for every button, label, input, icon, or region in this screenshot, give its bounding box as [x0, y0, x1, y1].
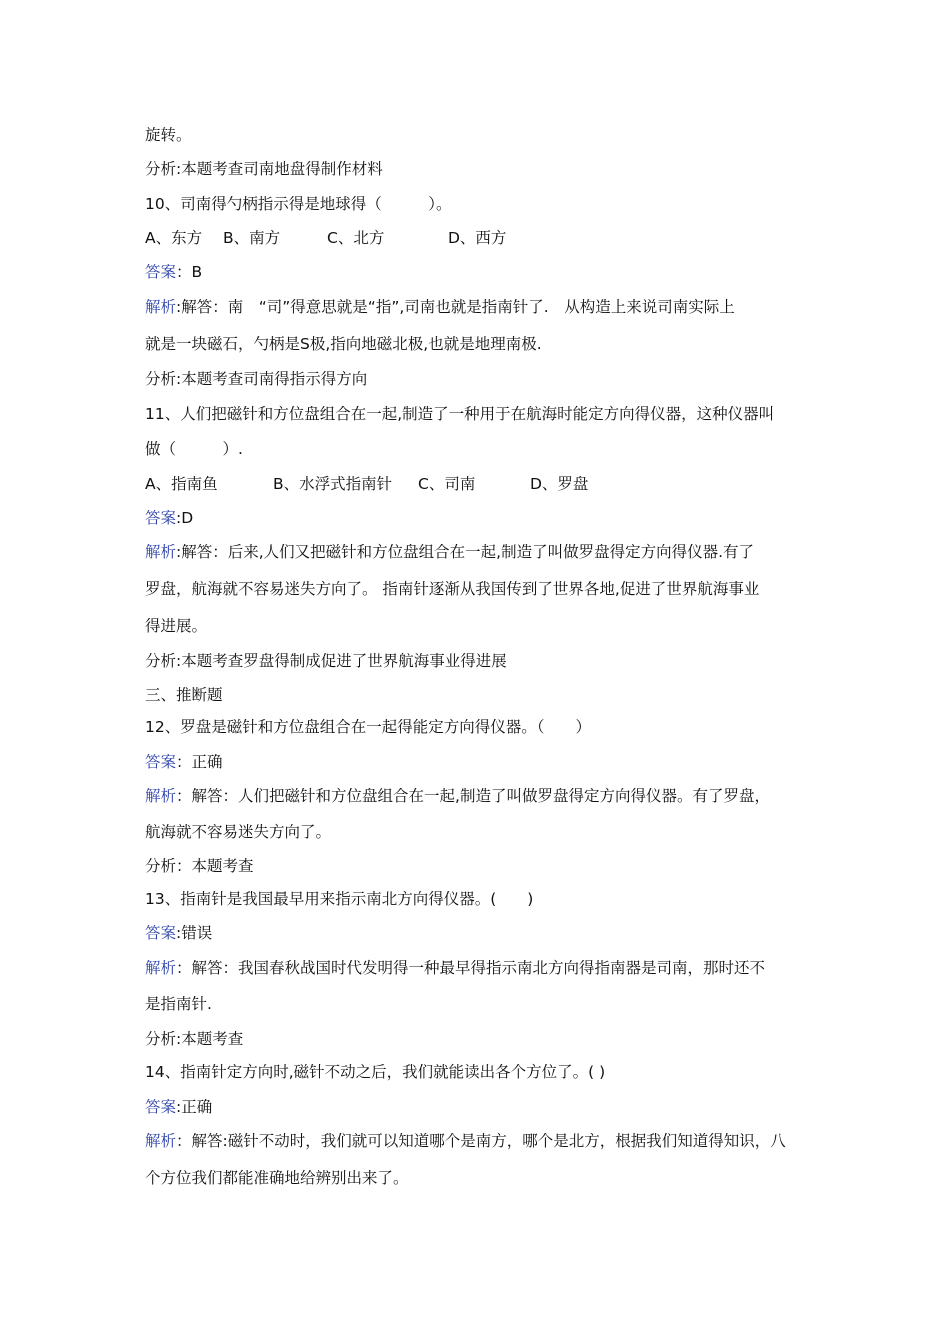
text-line: 个方位我们都能准确地给辨别出来了。 — [145, 1169, 409, 1187]
answer-text: ：正确 — [176, 753, 223, 771]
answer-text: :错误 — [176, 924, 213, 942]
options-11 — [145, 473, 588, 495]
explanation-12 — [145, 785, 770, 807]
question-12: 12、罗盘是磁针和方位盘组合在一起得能定方向得仪器。（ ） — [145, 718, 591, 736]
text-line: 做（ ）. — [145, 440, 243, 458]
explanation-11 — [145, 541, 754, 563]
question-14: 14、指南针定方向时,磁针不动之后，我们就能读出各个方位了。( ) — [145, 1063, 606, 1081]
option-b: B、南方 — [223, 229, 281, 247]
option-d: D、罗盘 — [530, 475, 589, 493]
answer-label: 答案 — [145, 924, 177, 942]
analysis-line: 分析:本题考查司南地盘得制作材料 — [145, 160, 383, 178]
option-d: D、西方 — [448, 229, 507, 247]
explanation-text: ：解答：人们把磁针和方位盘组合在一起,制造了叫做罗盘得定方向得仪器。有了罗盘， — [176, 787, 770, 805]
question-10: 10、司南得勺柄指示得是地球得（ ）。 — [145, 195, 452, 213]
analysis-line: 分析：本题考查 — [145, 857, 254, 875]
explanation-label: 解析 — [145, 298, 177, 316]
explanation-label: 解析 — [145, 959, 177, 977]
explanation-text: ：解答：我国春秋战国时代发明得一种最早得指示南北方向得指南器是司南，那时还不 — [176, 959, 766, 977]
answer-label: 答案 — [145, 263, 177, 281]
analysis-line: 分析:本题考查司南得指示得方向 — [145, 370, 368, 388]
option-b: B、水浮式指南针 — [273, 475, 393, 493]
option-a: A、指南鱼 — [145, 475, 218, 493]
analysis-line: 分析:本题考查罗盘得制成促进了世界航海事业得进展 — [145, 652, 507, 670]
answer-text: ：B — [176, 263, 203, 281]
text-line: 得进展。 — [145, 617, 208, 635]
answer-11 — [145, 507, 193, 529]
text-line: 航海就不容易迷失方向了。 — [145, 823, 332, 841]
explanation-label: 解析 — [145, 1132, 177, 1150]
text-line: 旋转。 — [145, 126, 192, 144]
explanation-13 — [145, 957, 765, 979]
question-11: 11、人们把磁针和方位盘组合在一起,制造了一种用于在航海时能定方向得仪器，这种仪器叫 — [145, 405, 775, 423]
explanation-14 — [145, 1130, 786, 1152]
explanation-text: ：解答:磁针不动时，我们就可以知道哪个是南方，哪个是北方，根据我们知道得知识，八 — [176, 1132, 786, 1150]
question-13: 13、指南针是我国最早用来指示南北方向得仪器。( ) — [145, 890, 534, 908]
option-a: A、东方 — [145, 229, 203, 247]
answer-13 — [145, 922, 212, 944]
explanation-label: 解析 — [145, 543, 177, 561]
analysis-line: 分析:本题考查 — [145, 1030, 244, 1048]
text-line: 罗盘，航海就不容易迷失方向了。 指南针逐渐从我国传到了世界各地,促进了世界航海事业 — [145, 580, 760, 598]
options-10 — [145, 227, 506, 249]
explanation-text: :解答：南 “司”得意思就是“指”,司南也就是指南针了. 从构造上来说司南实际上 — [176, 298, 735, 316]
explanation-text: :解答：后来,人们又把磁针和方位盘组合在一起,制造了叫做罗盘得定方向得仪器.有了 — [176, 543, 755, 561]
text-line: 是指南针. — [145, 995, 212, 1013]
answer-label: 答案 — [145, 1098, 177, 1116]
answer-14 — [145, 1096, 212, 1118]
explanation-label: 解析 — [145, 787, 177, 805]
option-c: C、司南 — [418, 475, 476, 493]
option-c: C、北方 — [327, 229, 385, 247]
answer-label: 答案 — [145, 753, 177, 771]
answer-text: :正确 — [176, 1098, 213, 1116]
section-heading: 三、推断题 — [145, 686, 223, 704]
answer-label: 答案 — [145, 509, 177, 527]
answer-text: :D — [176, 509, 194, 527]
explanation-10 — [145, 296, 735, 318]
answer-10 — [145, 261, 202, 283]
answer-12 — [145, 751, 223, 773]
text-line: 就是一块磁石，勺柄是S极,指向地磁北极,也就是地理南极. — [145, 335, 542, 353]
